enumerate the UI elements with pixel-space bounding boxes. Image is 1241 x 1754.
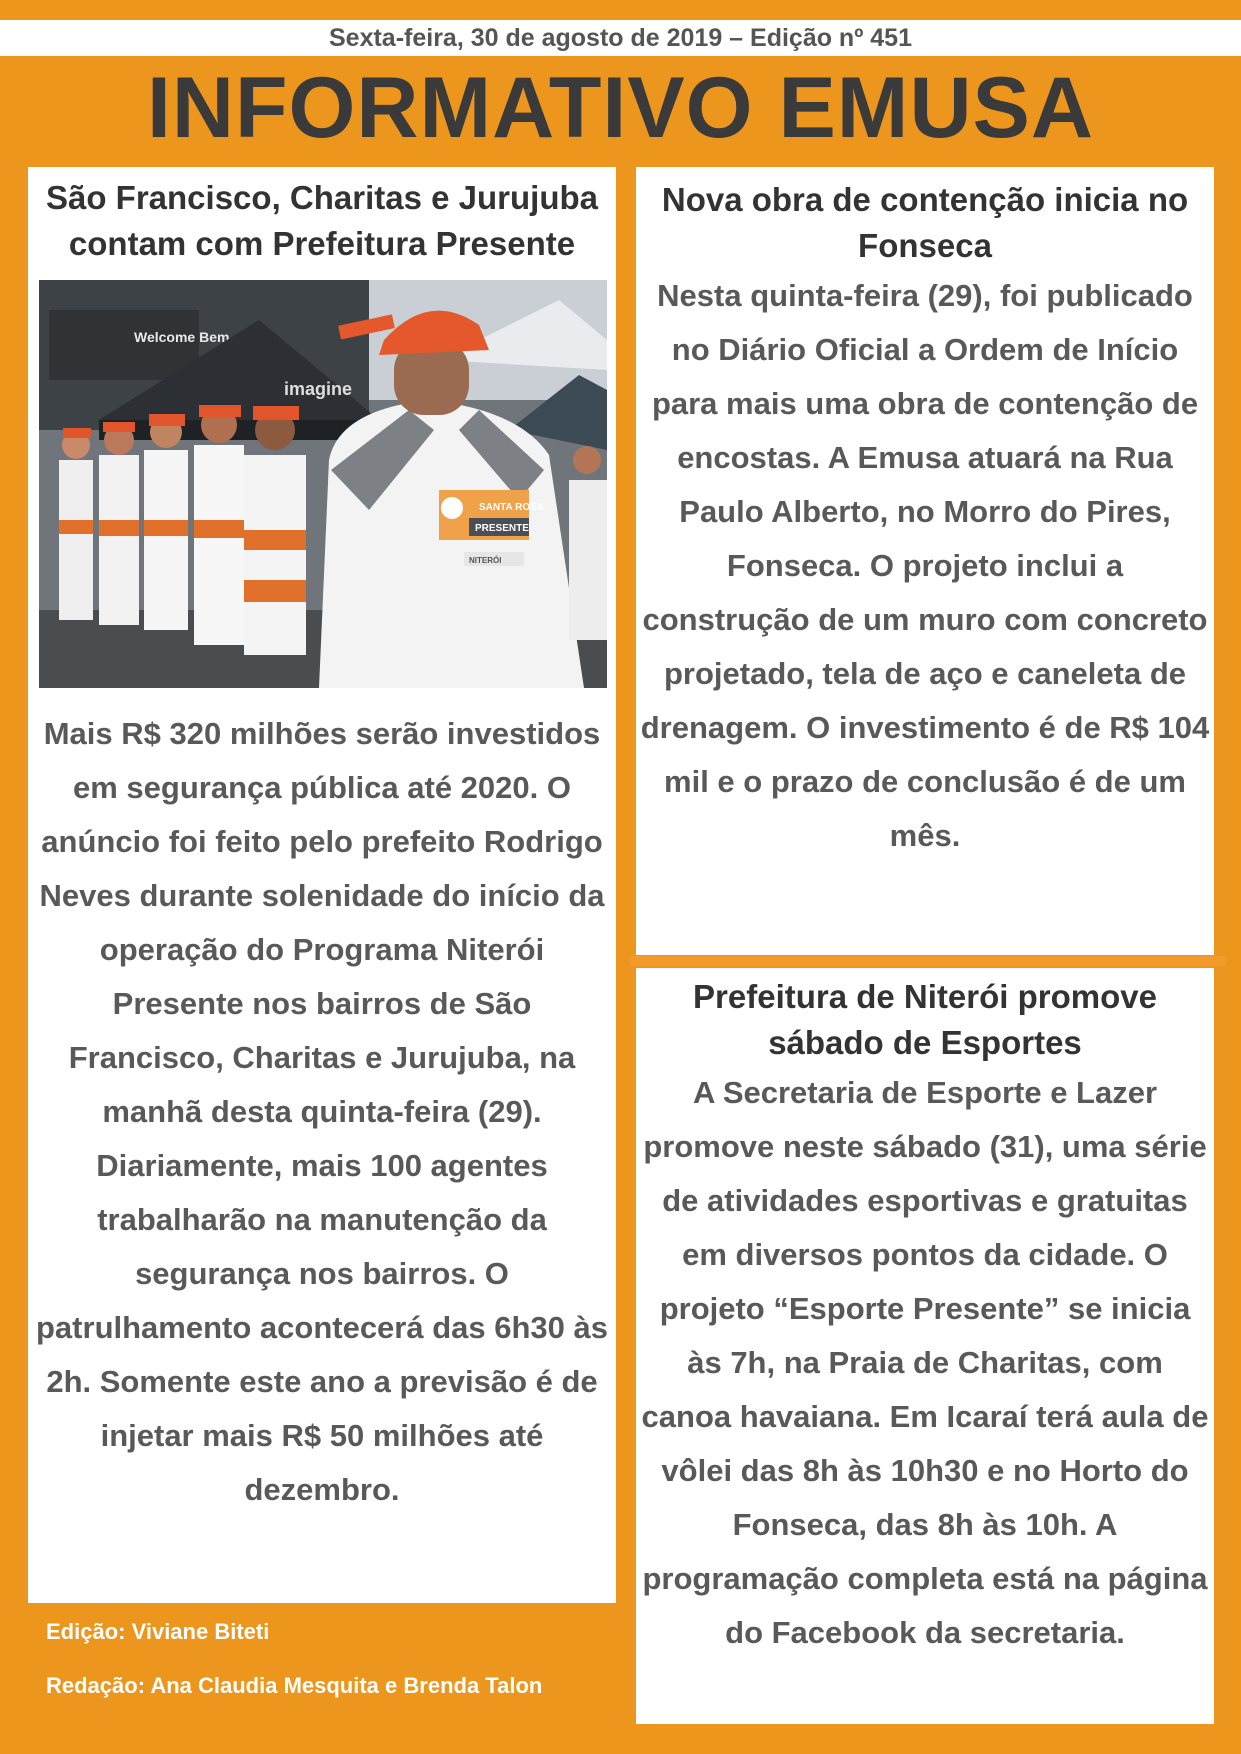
photo-tent-text: imagine (284, 379, 353, 399)
top-strip (0, 0, 1241, 20)
credits (46, 1618, 626, 1726)
article-right-top-body: Nesta quinta-feira (29), foi publicado no Diário Oficial a Ordem de Início para mais uma obra de contenção de encostas. A Emusa atuará na Rua Paulo Alberto, no Morro do Pires, Fonseca. O projeto inclui a construção de um muro com concreto projetado, tela de aço e caneleta de drenagem. O investimento é de R$ 104 mil e o prazo de conclusão é de um mês. (640, 278, 1210, 853)
photo-logo-text: NITERÓI (469, 556, 502, 565)
article-right-bottom-headline: Prefeitura de Niterói promove sábado de Esportes (693, 978, 1157, 1061)
article-right-bottom (636, 968, 1214, 1724)
article-photo (39, 280, 607, 688)
article-right-top (636, 167, 1214, 955)
dateline: Sexta-feira, 30 de agosto de 2019 – Edição nº 451 (0, 20, 1241, 56)
article-right-bottom-body: A Secretaria de Esporte e Lazer promove neste sábado (31), uma série de atividades esportivas e gratuitas em diversos pontos da cidade. O projeto “Esporte Presente” se inicia às 7h, na Praia de Charitas, com canoa havaiana. Em Icaraí terá aula de vôlei das 8h às 10h30 e no Horto do Fonseca, das 8h às 10h. A programação completa está na página do Facebook da secretaria. (641, 1075, 1209, 1650)
photo-signage-text: Welcome Bem (134, 329, 230, 345)
credit-edition: Edição: Viviane Biteti (46, 1619, 270, 1644)
section-divider (630, 956, 1226, 966)
article-left (28, 167, 616, 1603)
masthead-title: INFORMATIVO EMUSA (146, 60, 1095, 156)
article-left-headline: São Francisco, Charitas e Jurujuba contam com Prefeitura Presente (45, 179, 598, 262)
photo-badge-bottom: PRESENTE (475, 523, 529, 534)
photo-badge-top: SANTA ROSA (479, 502, 544, 513)
credit-writing: Redação: Ana Claudia Mesquita e Brenda Talon (46, 1673, 543, 1698)
article-right-top-headline: Nova obra de contenção inicia no Fonseca (661, 181, 1189, 264)
article-left-body: Mais R$ 320 milhões serão investidos em segurança pública até 2020. O anúncio foi feito pelo prefeito Rodrigo Neves durante solenidade do início da operação do Programa Niterói Presente nos bairros de São Francisco, Charitas e Jurujuba, na manhã desta quinta-feira (29). Diariamente, mais 100 agentes trabalharão na manutenção da segurança nos bairros. O patrulhamento acontecerá das 6h30 às 2h. Somente este ano a previsão é de injetar mais R$ 50 milhões até dezembro. (36, 716, 609, 1507)
